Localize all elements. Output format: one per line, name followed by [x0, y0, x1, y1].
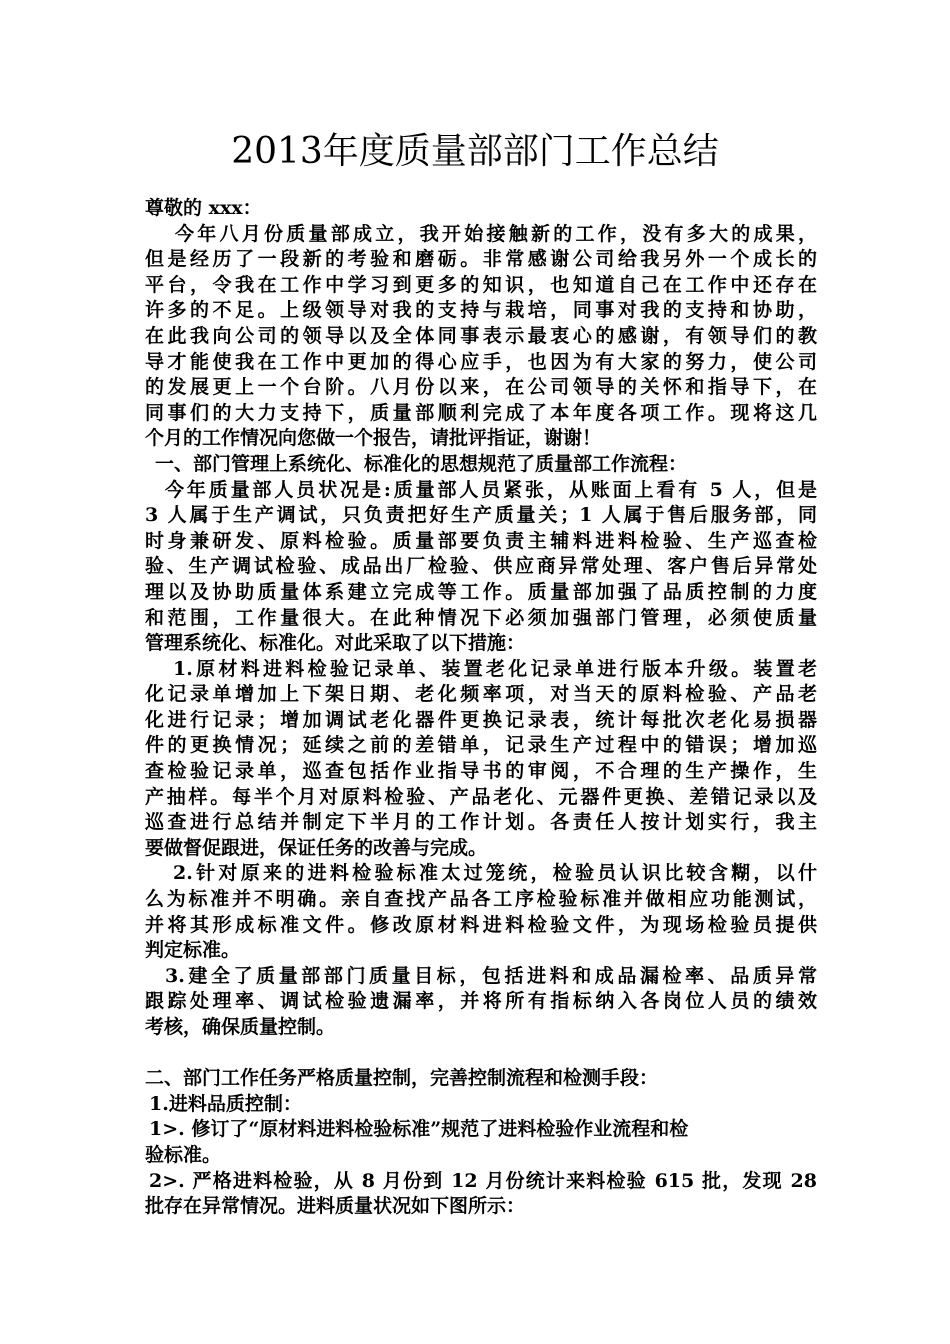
list-item-1: 1.原材料进料检验记录单、装置老化记录单进行版本升级。装置老 — [173, 657, 817, 680]
paragraph-line: 要做督促跟进，保证任务的改善与完成。 — [145, 836, 488, 859]
paragraph-line: 但是经历了一段新的考验和磨砺。非常感谢公司给我另外一个成长的 — [145, 248, 817, 271]
paragraph-line: 同事们的大力支持下，质量部顺利完成了本年度各项工作。现将这几 — [145, 401, 817, 424]
paragraph-line: 跟踪处理率、调试检验遗漏率，并将所有指标纳入各岗位人员的绩效 — [145, 990, 817, 1013]
paragraph-line: 巡查进行总结并制定下半月的工作计划。各责任人按计划实行，我主 — [145, 811, 817, 834]
paragraph-line: 件的更换情况；延续之前的差错单，记录生产过程中的错误；增加巡 — [145, 734, 817, 757]
paragraph-line: 产抽样。每半个月对原料检验、产品老化、元器件更换、差错记录以及 — [145, 785, 817, 808]
list-item: 2>. 严格进料检验，从 8 月份到 12 月份统计来料检验 615 批，发现 28 — [149, 1169, 817, 1192]
paragraph-line: 时身兼研发、原料检验。质量部要负责主辅料进料检验、生产巡查检 — [145, 529, 817, 552]
paragraph-line: 理以及协助质量体系建立完成等工作。质量部加强了品质控制的力度 — [145, 580, 817, 603]
section-heading-1: 一、部门管理上系统化、标准化的思想规范了质量部工作流程： — [155, 452, 688, 475]
paragraph-line: 今年质量部人员状况是:质量部人员紧张，从账面上看有 5 人，但是 — [165, 478, 817, 501]
section-heading-2: 二、部门工作任务严格质量控制，完善控制流程和检测手段： — [145, 1067, 659, 1090]
paragraph-line: 导才能使我在工作中更加的得心应手，也因为有大家的努力，使公司 — [145, 350, 817, 373]
paragraph-line: 化进行记录；增加调试老化器件更换记录表，统计每批次老化易损器 — [145, 708, 817, 731]
paragraph-line: 许多的不足。上级领导对我的支持与栽培，同事对我的支持和协助， — [145, 299, 817, 322]
paragraph-line: 查检验记录单，巡查包括作业指导书的审阅，不合理的生产操作，生 — [145, 760, 817, 783]
paragraph-line: 判定标准。 — [145, 939, 241, 962]
paragraph-line: 的发展更上一个台阶。八月份以来，在公司领导的关怀和指导下，在 — [145, 376, 817, 399]
paragraph-line: 个月的工作情况向您做一个报告，请批评指证，谢谢！ — [145, 427, 602, 450]
paragraph-line: 并将其形成标准文件。修改原材料进料检验文件，为现场检验员提供 — [145, 913, 817, 936]
paragraph-line: 批存在异常情况。进料质量状况如下图所示： — [145, 1195, 526, 1218]
blank-line — [145, 1041, 817, 1067]
paragraph-line: 验标准。 — [145, 1143, 222, 1166]
paragraph-line: 今年八月份质量部成立，我开始接触新的工作，没有多大的成果， — [175, 222, 817, 245]
paragraph-line: 考核，确保质量控制。 — [145, 1016, 336, 1038]
list-item-2: 2.针对原来的进料检验标准太过笼统，检验员认识比较含糊，以什 — [173, 862, 817, 885]
paragraph-line: 在此我向公司的领导以及全体同事表示最衷心的感谢，有领导们的教 — [145, 324, 817, 347]
paragraph-line: 3 人属于生产调试，只负责把好生产质量关；1 人属于售后服务部，同 — [145, 504, 817, 527]
paragraph-line: 和范围，工作量很大。在此种情况下必须加强部门管理，必须使质量 — [145, 606, 817, 629]
subheading: 1.进料品质控制： — [149, 1092, 302, 1115]
document-title: 2013年度质量部部门工作总结 — [231, 131, 719, 172]
list-item-3: 3.建全了质量部部门质量目标，包括进料和成品漏检率、品质异常 — [165, 964, 817, 987]
list-item: 1>. 修订了“原材料进料检验标准”规范了进料检验作业流程和检 — [149, 1118, 689, 1141]
paragraph-line: 么为标准并不明确。亲自查找产品各工序检验标准并做相应功能测试， — [145, 888, 817, 911]
paragraph-line: 平台，令我在工作中学习到更多的知识，也知道自己在工作中还存在 — [145, 273, 817, 296]
salutation: 尊敬的 xxx： — [145, 197, 262, 219]
paragraph-line: 验、生产调试检验、成品出厂检验、供应商异常处理、客户售后异常处 — [145, 555, 817, 578]
paragraph-line: 管理系统化、标准化。对此采取了以下措施： — [145, 632, 526, 655]
document-body — [145, 196, 817, 1220]
paragraph-line: 化记录单增加上下架日期、老化频率项，对当天的原料检验、产品老 — [145, 683, 817, 706]
